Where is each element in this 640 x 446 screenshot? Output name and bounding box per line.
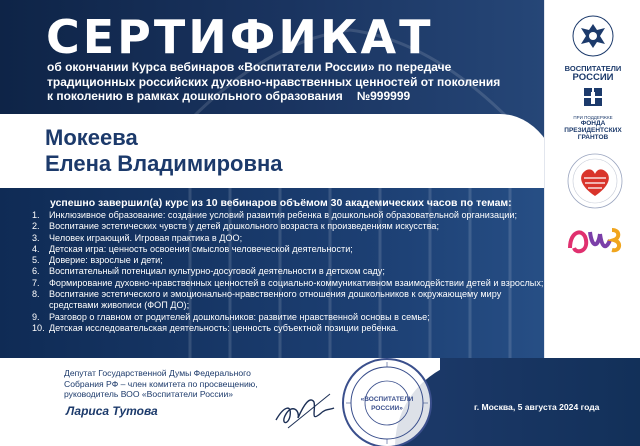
topic-number: 1.	[32, 210, 40, 220]
recipient-first-middle-name: Елена Владимировна	[45, 151, 283, 176]
list-item	[32, 312, 552, 323]
topic-text: Доверие: взрослые и дети;	[49, 255, 163, 266]
script-heart-logo	[562, 218, 626, 262]
list-item	[32, 244, 552, 255]
issue-date: г. Москва, 5 августа 2024 года	[474, 402, 600, 412]
topic-text: Формирование духовно-нравственных ценностей в социально-коммуникативном взаимодействии детей и взрослых;	[49, 277, 544, 288]
list-item	[32, 210, 552, 221]
subtitle-line-3-row	[47, 89, 537, 104]
presidential-grants-logo	[555, 86, 631, 141]
list-item	[32, 323, 552, 334]
topic-number: 9.	[32, 311, 40, 322]
stamp-seal	[340, 356, 434, 446]
list-item	[32, 255, 552, 266]
topic-text: Детская игра: ценность освоения смыслов человеческой деятельности;	[49, 243, 353, 254]
logo-rossii-text: РОССИИ	[572, 72, 614, 83]
grant-line-1: ФОНДА	[580, 120, 606, 127]
topic-number: 10.	[32, 322, 45, 333]
grant-support-text: ПРИ ПОДДЕРЖКЕ	[573, 115, 613, 120]
signer-position-line-2: Собрания РФ – член комитета по просвещению,	[64, 378, 258, 389]
subtitle-line-1: об окончании Курса вебинаров «Воспитатели России» по передаче	[47, 60, 452, 74]
signer-position	[64, 368, 294, 400]
signer-position-line-1: Депутат Государственной Думы Федерального	[64, 368, 251, 378]
signer-name: Лариса Тутова	[66, 404, 158, 418]
list-item	[32, 289, 552, 312]
certificate-title: СЕРТИФИКАТ	[46, 10, 434, 64]
grant-line-2: ПРЕЗИДЕНТСКИХ	[564, 127, 622, 134]
topic-number: 4.	[32, 243, 40, 254]
eagle-emblem-icon	[571, 14, 615, 58]
topic-text: Инклюзивное образование: создание условий развития ребенка в дошкольной образовательной организации;	[49, 210, 517, 220]
list-item	[32, 266, 552, 277]
subtitle-line-2: традиционных российских духовно-нравственных ценностей от поколения	[47, 74, 501, 89]
heart-badge-logo	[560, 150, 630, 212]
list-item	[32, 233, 552, 244]
topic-number: 3.	[32, 232, 40, 243]
topic-text: Детская исследовательская деятельность: ценность субъектной позиции ребенка.	[49, 322, 399, 333]
list-item	[32, 221, 552, 232]
topic-number: 8.	[32, 289, 40, 300]
topic-text: Воспитание эстетических чувств у детей дошкольного возраста к произведениям искусства;	[49, 221, 440, 232]
topic-number: 2.	[32, 221, 40, 232]
topic-number: 7.	[32, 277, 40, 288]
certificate-number: №999999	[356, 89, 411, 103]
topic-number: 5.	[32, 255, 40, 266]
stamp-text-line-2: РОССИИ»	[371, 405, 403, 412]
logo-vospitateli-text: ВОСПИТАТЕЛИ	[564, 64, 622, 73]
topics-list	[32, 210, 552, 334]
completion-statement: успешно завершил(а) курс из 10 вебинаров объёмом 30 академических часов по темам:	[50, 197, 512, 209]
grant-line-3: ГРАНТОВ	[577, 134, 609, 141]
vospitateli-rossii-logo	[555, 14, 631, 83]
signature-icon	[270, 386, 340, 434]
topic-text: Разговор о главном от родителей дошкольников: развитие нравственной основы в семье;	[49, 311, 430, 322]
signer-position-line-3: руководитель ВОО «Воспитатели России»	[64, 389, 234, 399]
certificate-subtitle	[47, 60, 537, 104]
topic-text: Воспитательный потенциал культурно-досуговой деятельности в детском саду;	[49, 266, 385, 277]
stamp-text-line-1: «ВОСПИТАТЕЛИ	[360, 396, 414, 403]
topic-text: Воспитание эстетического и эмоционально-нравственного отношения дошкольников к окружающему миру средствами живописи (ФОП ДО);	[49, 289, 502, 311]
recipient-name	[45, 125, 283, 177]
recipient-last-name: Мокеева	[45, 125, 138, 150]
topic-text: Человек играющий. Игровая практика в ДОО;	[49, 232, 243, 243]
list-item	[32, 278, 552, 289]
subtitle-line-3: к поколению в рамках дошкольного образования	[47, 89, 343, 103]
topic-number: 6.	[32, 266, 40, 277]
grant-mark-icon	[582, 86, 604, 108]
